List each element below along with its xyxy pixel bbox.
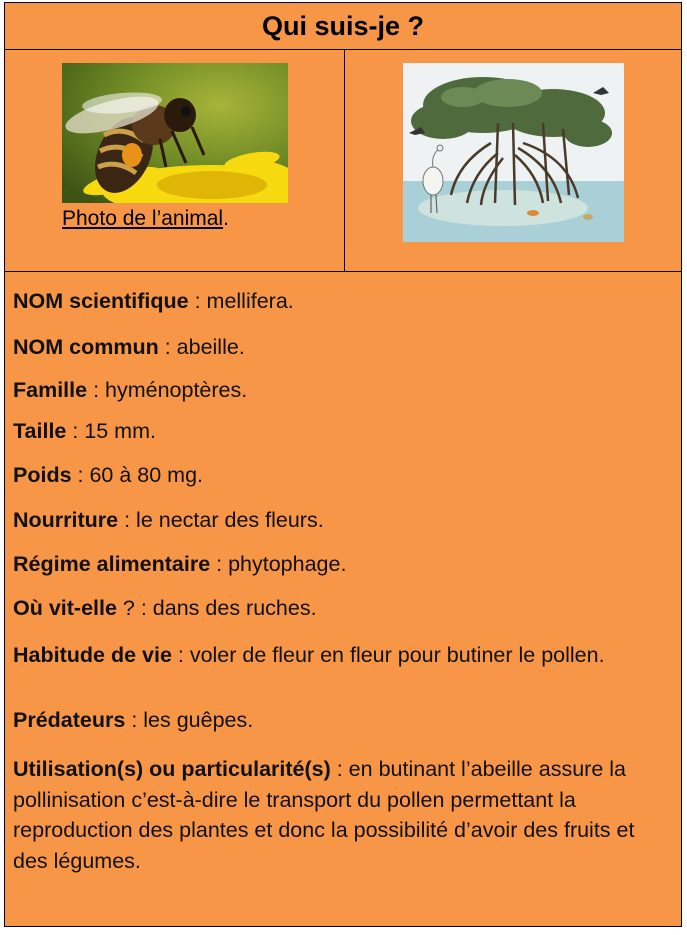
- fact-value: : voler de fleur en fleur pour butiner le pollen.: [171, 643, 605, 667]
- photo-caption-suffix: .: [223, 207, 229, 230]
- fact-value: : phytophage.: [210, 552, 347, 576]
- media-row: [5, 50, 681, 272]
- fact-value: : le nectar des fleurs.: [118, 508, 324, 532]
- fact-label: Nourriture: [13, 508, 119, 532]
- fact-scientific-name: [13, 289, 673, 314]
- fact-value: : hyménoptères.: [87, 378, 248, 402]
- fact-label: Taille: [13, 419, 67, 443]
- fact-size: [13, 419, 673, 444]
- fact-diet: [13, 552, 673, 577]
- fact-value: : en butinant l’abeille assure la pollinisation c’est-à-dire le transport du pollen permettant la reproduction des plantes et donc la possibilité d’avoir des fruits et des légumes.: [13, 757, 635, 873]
- fact-label: Utilisation(s) ou particularité(s): [13, 757, 331, 781]
- fact-value: : mellifera.: [188, 289, 294, 313]
- photo-caption-link[interactable]: Photo de l’animal: [62, 207, 224, 230]
- habitat-photo-cell: [345, 50, 681, 271]
- fact-value: : 15 mm.: [66, 419, 156, 443]
- fact-label: Famille: [13, 378, 88, 402]
- mangrove-illustration: [403, 63, 624, 242]
- card-title: Qui suis-je ?: [5, 3, 681, 50]
- bee-photo: [62, 63, 288, 203]
- fact-value: ? : dans des ruches.: [116, 596, 317, 620]
- fact-weight: [13, 463, 673, 488]
- fact-label: Prédateurs: [13, 708, 126, 732]
- fact-food: [13, 508, 673, 533]
- fact-label: Régime alimentaire: [13, 552, 211, 576]
- fact-habitat: [13, 596, 673, 621]
- fact-label: NOM commun: [13, 335, 159, 359]
- fact-label: NOM scientifique: [13, 289, 189, 313]
- fact-value: : les guêpes.: [125, 708, 254, 732]
- photo-caption: [62, 207, 229, 231]
- id-card: [4, 2, 682, 927]
- fact-predators: [13, 708, 673, 733]
- fact-family: [13, 378, 673, 403]
- fact-uses: [13, 754, 673, 876]
- fact-label: Habitude de vie: [13, 643, 172, 667]
- animal-photo-cell: [5, 50, 345, 271]
- fact-label: Poids: [13, 463, 72, 487]
- fact-value: : 60 à 80 mg.: [71, 463, 204, 487]
- fact-label: Où vit-elle: [13, 596, 117, 620]
- fact-value: : abeille.: [158, 335, 245, 359]
- fact-common-name: [13, 335, 673, 360]
- fact-lifestyle: [13, 643, 673, 668]
